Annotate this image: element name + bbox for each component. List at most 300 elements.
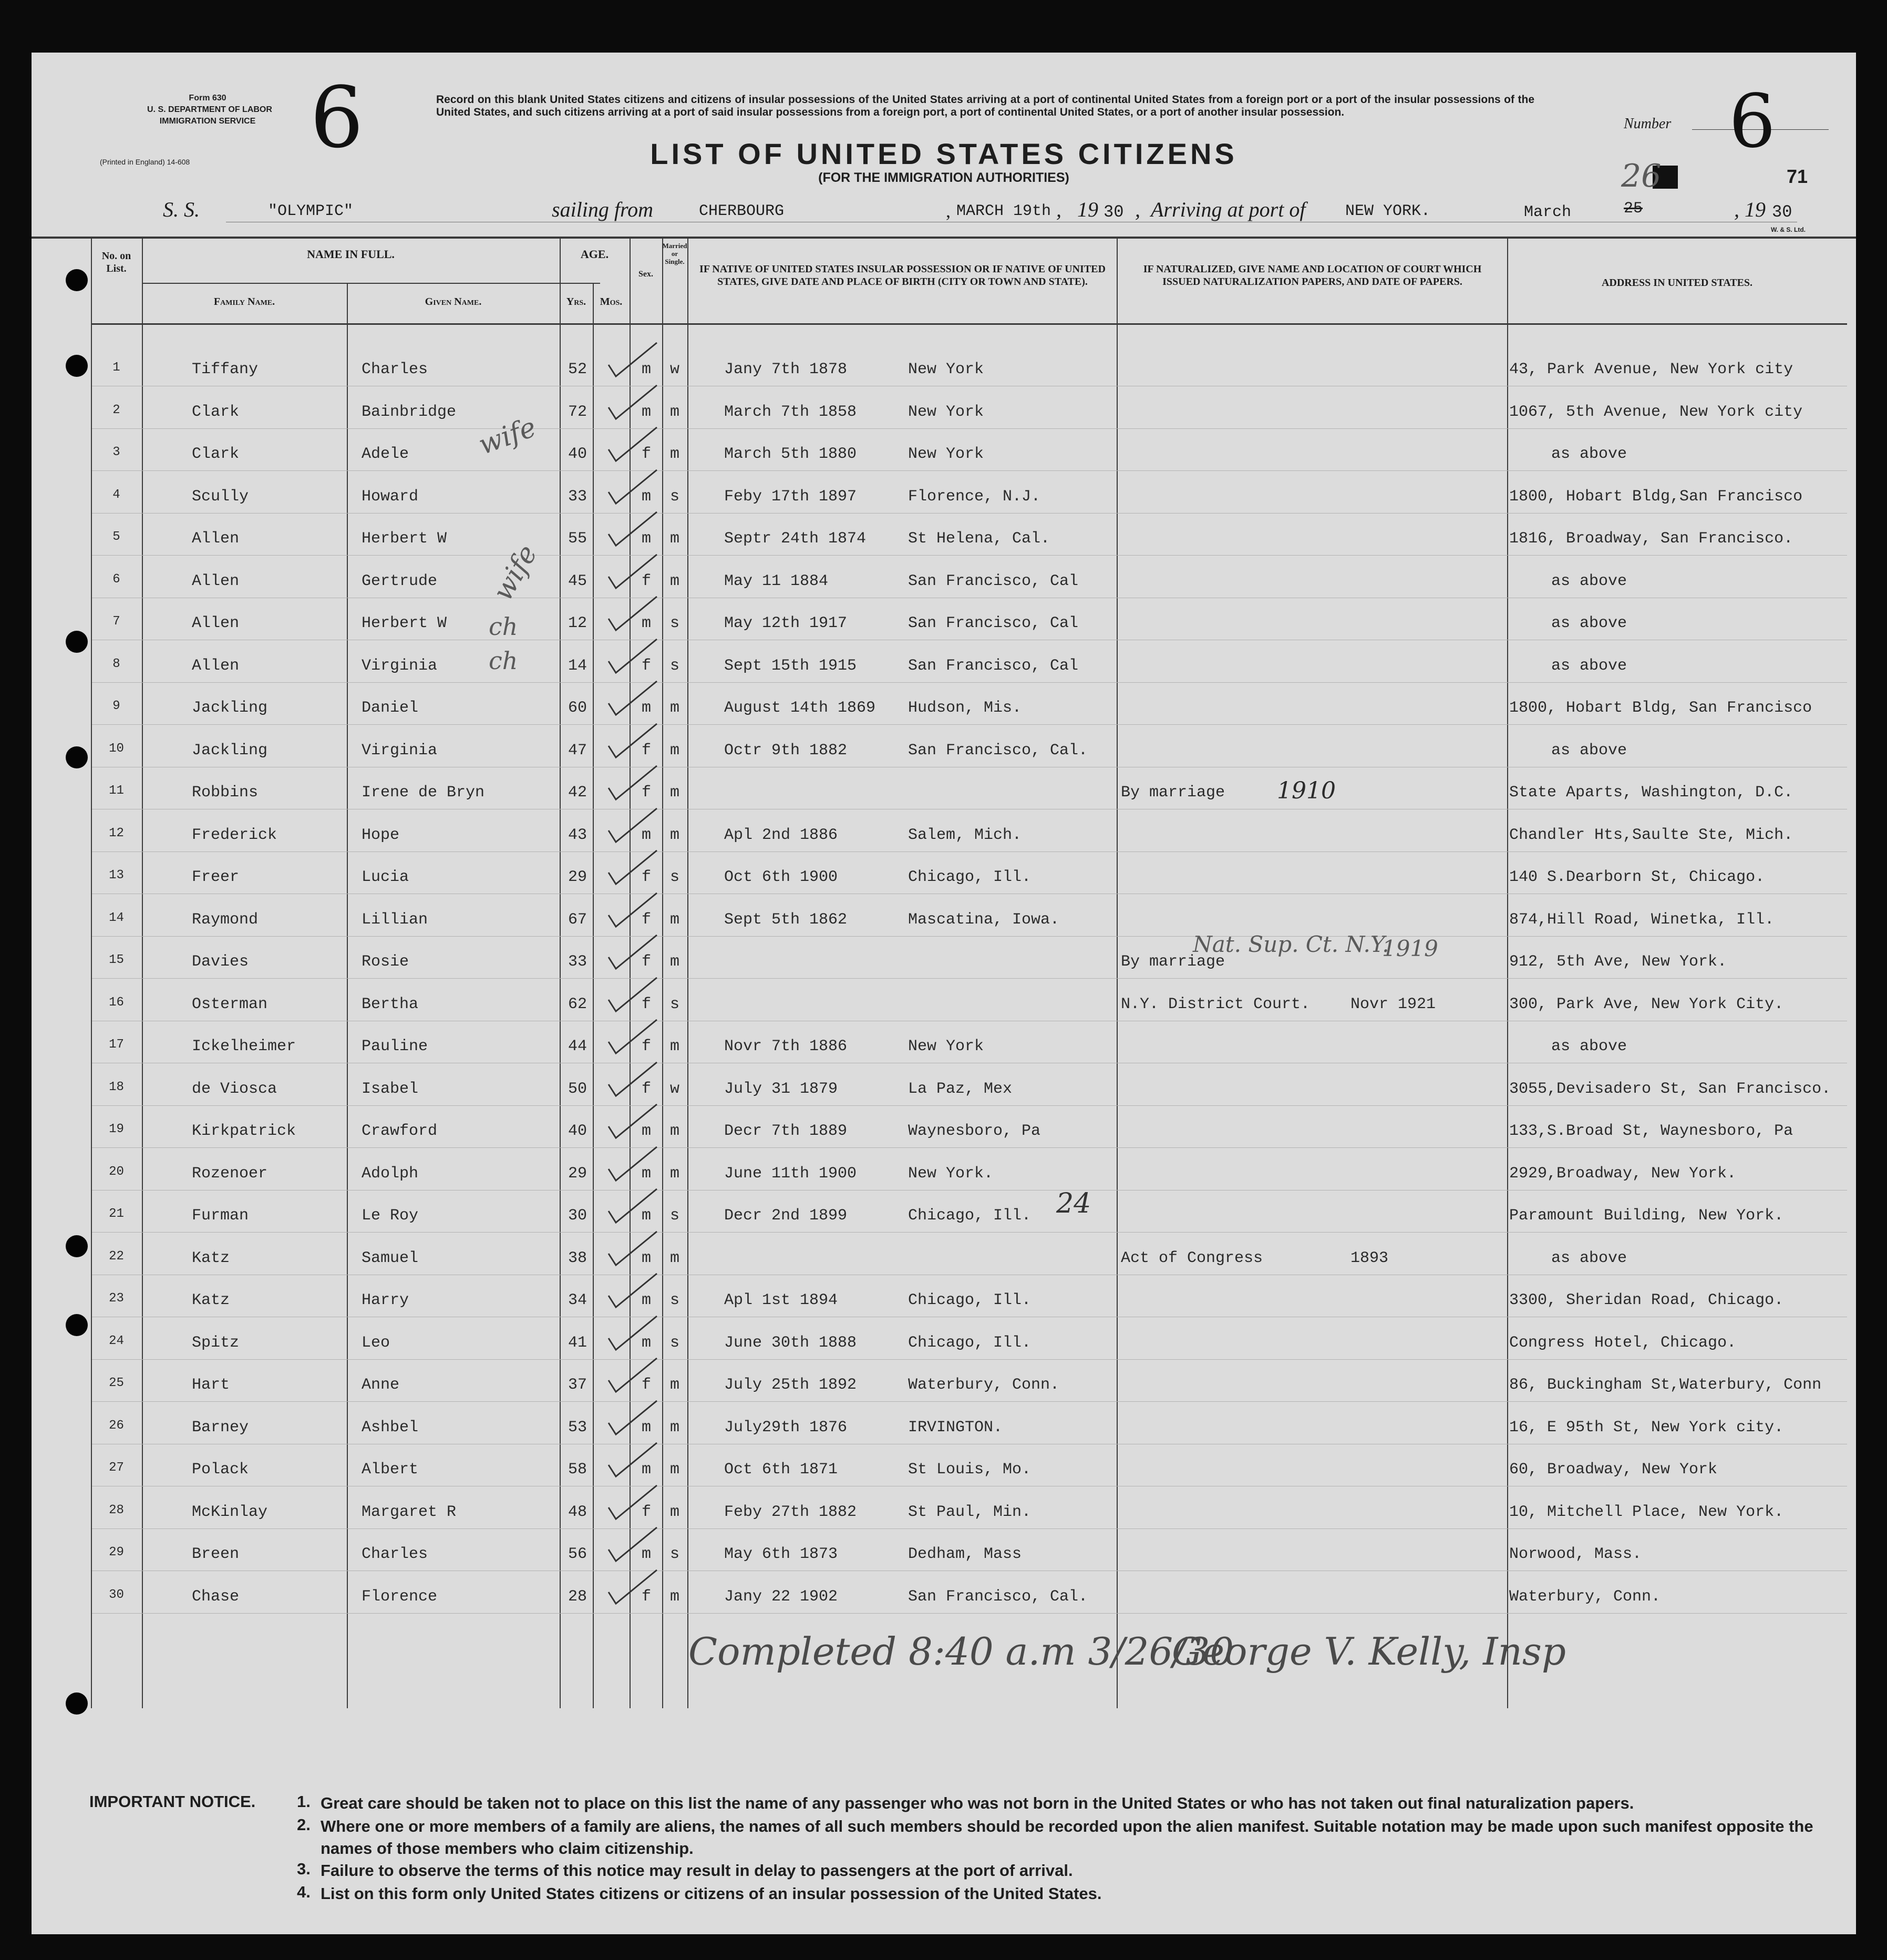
sex: f xyxy=(641,910,651,929)
us-address: 912, 5th Ave, New York. xyxy=(1509,953,1727,971)
check-mark-icon xyxy=(604,467,662,509)
header-yrs: Yrs. xyxy=(566,296,586,307)
us-address: as above xyxy=(1551,741,1627,760)
punch-hole xyxy=(66,746,88,768)
sex: m xyxy=(641,1545,651,1563)
manifest-sheet xyxy=(32,53,1856,1934)
header-family: Family Name. xyxy=(213,296,275,307)
birth-date: July 31 1879 xyxy=(724,1080,838,1098)
marital-status: s xyxy=(669,614,679,632)
sex: f xyxy=(641,445,651,463)
row-number: 17 xyxy=(109,1038,124,1052)
instructions-text: Record on this blank United States citizens and citizens of insular possessions of the United States arriving at a port of continental United States from a foreign port or a port of the insular possessions of the United States, and such citizens arriving at a port of said insular possessions from a foreign port, a port of continental United States, or a port of another insular possession. xyxy=(436,94,1534,118)
sex: f xyxy=(641,784,651,802)
check-mark-icon xyxy=(604,1186,662,1228)
row-number: 27 xyxy=(109,1461,124,1475)
marital-status: s xyxy=(669,1545,679,1563)
col-rule-age xyxy=(560,237,561,1708)
row-rule xyxy=(92,555,1847,556)
row-rule xyxy=(92,978,1847,979)
printer-mark: W. & S. Ltd. xyxy=(1771,226,1806,233)
check-mark-icon xyxy=(604,847,662,889)
birth-place: La Paz, Mex xyxy=(908,1080,1013,1098)
birth-place: Chicago, Ill. xyxy=(908,868,1032,886)
birth-place: San Francisco, Cal xyxy=(908,572,1079,590)
naturalization-date: 1893 xyxy=(1350,1249,1389,1267)
sex: m xyxy=(641,1291,651,1309)
marital-status: s xyxy=(669,1207,679,1225)
row-rule xyxy=(92,428,1847,429)
birth-date: June 11th 1900 xyxy=(724,1164,857,1183)
family-name: Allen xyxy=(192,572,240,590)
notice-item-number: 2. xyxy=(297,1815,311,1834)
notice-item-text: Great care should be taken not to place on this list the name of any passenger who was not born in the United States or who has not taken out final naturalization papers. xyxy=(321,1794,1634,1812)
naturalization-court: N.Y. District Court. xyxy=(1121,995,1311,1013)
row-number: 9 xyxy=(112,699,120,713)
sex: f xyxy=(641,953,651,971)
arrival-day-handwritten: 26 xyxy=(1621,158,1662,194)
row-number: 6 xyxy=(112,572,120,587)
row-rule xyxy=(92,724,1847,725)
given-name: Bainbridge xyxy=(362,403,457,421)
sex: m xyxy=(641,361,651,378)
row-number: 26 xyxy=(109,1418,124,1433)
us-address: as above xyxy=(1551,572,1627,590)
check-mark-icon xyxy=(604,424,662,466)
marital-status: s xyxy=(669,868,679,886)
marital-status: m xyxy=(669,1587,679,1606)
col-rule-address xyxy=(1507,237,1508,1708)
service-name: IMMIGRATION SERVICE xyxy=(159,117,256,126)
age-years: 33 xyxy=(568,487,587,506)
age-years: 37 xyxy=(568,1376,587,1394)
arrival-day-struck: 25 xyxy=(1624,200,1643,218)
check-mark-icon xyxy=(604,932,662,974)
notice-item-number: 3. xyxy=(297,1860,311,1878)
us-address: 43, Park Avenue, New York city xyxy=(1509,361,1793,378)
check-mark-icon xyxy=(604,636,662,678)
family-name: Ickelheimer xyxy=(192,1038,296,1055)
given-name: Pauline xyxy=(362,1038,428,1055)
birth-place: Hudson, Mis. xyxy=(908,699,1022,717)
marital-status: m xyxy=(669,530,679,548)
age-years: 29 xyxy=(568,868,587,886)
us-address: as above xyxy=(1551,1249,1627,1267)
row-number: 21 xyxy=(109,1207,124,1221)
handwritten-date-note: 1919 xyxy=(1382,936,1438,961)
naturalization-court: Act of Congress xyxy=(1121,1249,1263,1267)
given-name: Adolph xyxy=(362,1164,419,1183)
family-name: Hart xyxy=(192,1376,230,1394)
col-rule-native xyxy=(687,237,688,1708)
marital-status: m xyxy=(669,572,679,590)
birth-date: Feby 17th 1897 xyxy=(724,487,857,506)
header-subrule-1 xyxy=(142,283,600,284)
family-name: Tiffany xyxy=(192,361,259,378)
row-rule xyxy=(92,1401,1847,1402)
department-name: U. S. DEPARTMENT OF LABOR xyxy=(147,105,272,114)
birth-place: Mascatina, Iowa. xyxy=(908,910,1060,929)
marital-status: m xyxy=(669,1503,679,1521)
row-rule xyxy=(92,1613,1847,1614)
age-years: 62 xyxy=(568,995,587,1013)
birth-place: Chicago, Ill. xyxy=(908,1207,1032,1225)
notice-item-number: 4. xyxy=(297,1883,311,1901)
col-rule-family xyxy=(142,237,143,1708)
birth-date: Apl 2nd 1886 xyxy=(724,826,838,844)
given-name: Virginia xyxy=(362,741,438,760)
header-married-single: Married or Single. xyxy=(662,242,687,265)
age-years: 40 xyxy=(568,445,587,463)
us-address: 1800, Hobart Bldg, San Francisco xyxy=(1509,699,1812,717)
given-name: Lillian xyxy=(362,910,428,929)
us-address: 133,S.Broad St, Waynesboro, Pa xyxy=(1509,1122,1793,1140)
header-age: AGE. xyxy=(580,248,609,261)
row-rule xyxy=(92,1190,1847,1191)
family-name: Barney xyxy=(192,1418,249,1436)
family-name: Frederick xyxy=(192,826,277,844)
birth-date: March 7th 1858 xyxy=(724,403,857,421)
us-address: State Aparts, Washington, D.C. xyxy=(1509,784,1793,802)
family-name: Jackling xyxy=(192,699,268,717)
us-address: Congress Hotel, Chicago. xyxy=(1509,1333,1737,1352)
check-mark-icon xyxy=(604,1482,662,1524)
given-name: Crawford xyxy=(362,1122,438,1140)
notice-label: IMPORTANT NOTICE. xyxy=(89,1792,256,1811)
birth-date: Sept 5th 1862 xyxy=(724,910,848,929)
sex: m xyxy=(641,1122,651,1140)
birth-date: July29th 1876 xyxy=(724,1418,848,1436)
row-number: 10 xyxy=(109,741,124,756)
marital-status: w xyxy=(669,361,679,378)
row-number: 12 xyxy=(109,826,124,840)
check-mark-icon xyxy=(604,593,662,635)
handwritten-court-note: Nat. Sup. Ct. N.Y. xyxy=(1193,931,1389,957)
us-address: 3300, Sheridan Road, Chicago. xyxy=(1509,1291,1784,1309)
birth-date: August 14th 1869 xyxy=(724,699,876,717)
family-name: Allen xyxy=(192,530,240,548)
birth-place: Waynesboro, Pa xyxy=(908,1122,1041,1140)
table-top-rule xyxy=(32,237,1856,239)
birth-place: Chicago, Ill. xyxy=(908,1333,1032,1352)
row-number: 15 xyxy=(109,953,124,967)
check-mark-icon xyxy=(604,1440,662,1482)
birth-date: Feby 27th 1882 xyxy=(724,1503,857,1521)
sex: f xyxy=(641,1503,651,1521)
col-rule-mos xyxy=(593,283,594,1708)
us-address: 1800, Hobart Bldg,San Francisco xyxy=(1509,487,1803,506)
ss-label: S. S. xyxy=(163,198,200,221)
check-mark-icon xyxy=(604,1017,662,1059)
header-mos: Mos. xyxy=(600,296,623,307)
depart-year-prefix: 19 xyxy=(1077,198,1098,221)
given-name: Charles xyxy=(362,1545,428,1563)
family-name: Raymond xyxy=(192,910,259,929)
handwritten-list-number: 6 xyxy=(310,68,364,167)
page-code: 71 xyxy=(1787,166,1808,187)
check-mark-icon xyxy=(604,1101,662,1143)
sex: f xyxy=(641,1587,651,1606)
birth-date: Decr 2nd 1899 xyxy=(724,1207,848,1225)
age-years: 41 xyxy=(568,1333,587,1352)
check-mark-icon xyxy=(604,1228,662,1270)
family-name: McKinlay xyxy=(192,1503,268,1521)
us-address: 86, Buckingham St,Waterbury, Conn xyxy=(1509,1376,1822,1394)
marital-status: s xyxy=(669,1291,679,1309)
birth-place: San Francisco, Cal xyxy=(908,614,1079,632)
row-number: 30 xyxy=(109,1587,124,1602)
age-years: 48 xyxy=(568,1503,587,1521)
given-name: Harry xyxy=(362,1291,409,1309)
marital-status: m xyxy=(669,741,679,760)
family-name: Spitz xyxy=(192,1333,240,1352)
handwritten-wife-note: wife xyxy=(475,411,541,461)
family-name: Osterman xyxy=(192,995,268,1013)
family-name: Davies xyxy=(192,953,249,971)
row-rule xyxy=(92,936,1847,937)
birth-place: Florence, N.J. xyxy=(908,487,1041,506)
marital-status: m xyxy=(669,1038,679,1055)
family-name: Kirkpatrick xyxy=(192,1122,296,1140)
number-value: 6 xyxy=(1729,79,1776,165)
birth-date: Novr 7th 1886 xyxy=(724,1038,848,1055)
given-name: Margaret R xyxy=(362,1503,457,1521)
age-years: 56 xyxy=(568,1545,587,1563)
given-name: Le Roy xyxy=(362,1207,419,1225)
check-mark-icon xyxy=(604,509,662,551)
given-name: Isabel xyxy=(362,1080,419,1098)
birth-date: Jany 22 1902 xyxy=(724,1587,838,1606)
header-native: IF NATIVE OF UNITED STATES INSULAR POSSESSION OR IF NATIVE OF UNITED STATES, GIVE DATE AND PLACE OF BIRTH (CITY OR TOWN AND STATE). xyxy=(699,263,1106,288)
us-address: as above xyxy=(1551,656,1627,675)
us-address: Norwood, Mass. xyxy=(1509,1545,1642,1563)
age-years: 43 xyxy=(568,826,587,844)
sex: m xyxy=(641,614,651,632)
row-number: 22 xyxy=(109,1249,124,1264)
sex: f xyxy=(641,741,651,760)
marital-status: m xyxy=(669,784,679,802)
birth-place: Salem, Mich. xyxy=(908,826,1022,844)
marital-status: m xyxy=(669,953,679,971)
row-rule xyxy=(92,851,1847,852)
row-number: 19 xyxy=(109,1122,124,1136)
age-years: 12 xyxy=(568,614,587,632)
depart-date: MARCH 19th xyxy=(956,202,1051,220)
us-address: 16, E 95th St, New York city. xyxy=(1509,1418,1784,1436)
sex: m xyxy=(641,826,651,844)
age-years: 47 xyxy=(568,741,587,760)
age-years: 14 xyxy=(568,656,587,675)
birth-date: May 6th 1873 xyxy=(724,1545,838,1563)
birth-date: July 25th 1892 xyxy=(724,1376,857,1394)
sex: f xyxy=(641,1038,651,1055)
us-address: 300, Park Ave, New York City. xyxy=(1509,995,1784,1013)
col-rule-naturalized xyxy=(1117,237,1118,1708)
birth-date: Oct 6th 1900 xyxy=(724,868,838,886)
header-name-in-full: NAME IN FULL. xyxy=(307,248,395,261)
given-name: Ashbel xyxy=(362,1418,419,1436)
family-name: Chase xyxy=(192,1587,240,1606)
age-years: 33 xyxy=(568,953,587,971)
sex: m xyxy=(641,1249,651,1267)
punch-hole xyxy=(66,631,88,653)
us-address: Waterbury, Conn. xyxy=(1509,1587,1661,1606)
birth-place: New York xyxy=(908,403,984,421)
check-mark-icon xyxy=(604,974,662,1017)
sex: m xyxy=(641,1207,651,1225)
marital-status: m xyxy=(669,1376,679,1394)
page-title: LIST OF UNITED STATES CITIZENS xyxy=(650,137,1238,170)
comma-2: , xyxy=(1056,198,1061,221)
age-years: 52 xyxy=(568,361,587,378)
sex: f xyxy=(641,995,651,1013)
family-name: Clark xyxy=(192,403,240,421)
sex: m xyxy=(641,699,651,717)
age-years: 38 xyxy=(568,1249,587,1267)
row-number: 11 xyxy=(109,784,124,798)
header-address: ADDRESS IN UNITED STATES. xyxy=(1601,277,1753,289)
header-no: No. on List. xyxy=(101,250,131,274)
us-address: Paramount Building, New York. xyxy=(1509,1207,1784,1225)
row-number: 16 xyxy=(109,995,124,1010)
row-rule xyxy=(92,682,1847,683)
family-name: Clark xyxy=(192,445,240,463)
port-from: CHERBOURG xyxy=(699,202,785,220)
marital-status: m xyxy=(669,403,679,421)
punch-hole xyxy=(66,1235,88,1257)
completion-note: Completed 8:40 a.m 3/26/30 xyxy=(688,1629,1234,1674)
marital-status: s xyxy=(669,656,679,675)
age-years: 58 xyxy=(568,1461,587,1479)
family-name: Furman xyxy=(192,1207,249,1225)
row-number: 3 xyxy=(112,445,120,459)
age-years: 55 xyxy=(568,530,587,548)
us-address: as above xyxy=(1551,1038,1627,1055)
given-name: Hope xyxy=(362,826,400,844)
sailing-label: sailing from xyxy=(552,198,653,221)
us-address: 874,Hill Road, Winetka, Ill. xyxy=(1509,910,1775,929)
birth-place: New York xyxy=(908,361,984,378)
family-name: de Viosca xyxy=(192,1080,277,1098)
family-name: Allen xyxy=(192,614,240,632)
marital-status: s xyxy=(669,1333,679,1352)
page-subtitle: (FOR THE IMMIGRATION AUTHORITIES) xyxy=(818,170,1069,185)
handwritten-child-note: ch xyxy=(489,612,518,641)
row-number: 13 xyxy=(109,868,124,882)
given-name: Florence xyxy=(362,1587,438,1606)
given-name: Rosie xyxy=(362,953,409,971)
age-years: 42 xyxy=(568,784,587,802)
given-name: Charles xyxy=(362,361,428,378)
check-mark-icon xyxy=(604,721,662,763)
sex: m xyxy=(641,1333,651,1352)
marital-status: m xyxy=(669,826,679,844)
birth-place: San Francisco, Cal. xyxy=(908,1587,1088,1606)
birth-place: Dedham, Mass xyxy=(908,1545,1022,1563)
row-number: 1 xyxy=(112,361,120,375)
birth-date: May 11 1884 xyxy=(724,572,829,590)
sex: m xyxy=(641,1164,651,1183)
family-name: Allen xyxy=(192,656,240,675)
given-name: Daniel xyxy=(362,699,419,717)
row-number: 8 xyxy=(112,656,120,671)
col-rule-given xyxy=(347,283,348,1708)
age-years: 67 xyxy=(568,910,587,929)
birth-place: San Francisco, Cal. xyxy=(908,741,1088,760)
birth-place: New York xyxy=(908,1038,984,1055)
punch-hole xyxy=(66,355,88,377)
check-mark-icon xyxy=(604,1144,662,1186)
birth-place: Waterbury, Conn. xyxy=(908,1376,1060,1394)
birth-date: Apl 1st 1894 xyxy=(724,1291,838,1309)
handwritten-wife-note: wife xyxy=(487,539,544,607)
birth-place: New York. xyxy=(908,1164,994,1183)
check-mark-icon xyxy=(604,678,662,720)
sex: f xyxy=(641,1080,651,1098)
check-mark-icon xyxy=(604,1270,662,1312)
arriving-label: Arriving at port of xyxy=(1151,198,1306,221)
birth-date: Oct 6th 1871 xyxy=(724,1461,838,1479)
family-name: Rozenoer xyxy=(192,1164,268,1183)
marital-status: m xyxy=(669,1122,679,1140)
marital-status: m xyxy=(669,1164,679,1183)
comma-3: , xyxy=(1135,198,1140,221)
row-number: 25 xyxy=(109,1376,124,1390)
age-years: 30 xyxy=(568,1207,587,1225)
birth-date: Octr 9th 1882 xyxy=(724,741,848,760)
row-rule xyxy=(92,470,1847,471)
row-number: 4 xyxy=(112,487,120,502)
arrival-year-prefix: 19 xyxy=(1745,198,1766,221)
marital-status: m xyxy=(669,910,679,929)
us-address: 140 S.Dearborn St, Chicago. xyxy=(1509,868,1765,886)
row-rule xyxy=(92,1147,1847,1148)
punch-hole xyxy=(66,1692,88,1715)
row-rule xyxy=(92,1232,1847,1233)
depart-year: 30 xyxy=(1104,202,1124,222)
check-mark-icon xyxy=(604,551,662,593)
marital-status: m xyxy=(669,699,679,717)
check-mark-icon xyxy=(604,1059,662,1101)
given-name: Anne xyxy=(362,1376,400,1394)
row-rule xyxy=(92,1359,1847,1360)
marital-status: m xyxy=(669,1461,679,1479)
us-address: 2929,Broadway, New York. xyxy=(1509,1164,1737,1183)
age-years: 29 xyxy=(568,1164,587,1183)
check-mark-icon xyxy=(604,340,662,382)
marital-status: m xyxy=(669,445,679,463)
arrival-month: March xyxy=(1524,203,1572,221)
family-name: Jackling xyxy=(192,741,268,760)
row-number: 20 xyxy=(109,1164,124,1179)
port-to: NEW YORK. xyxy=(1345,202,1431,220)
given-name: Herbert W xyxy=(362,614,447,632)
row-number: 2 xyxy=(112,403,120,417)
notice-item-text: Failure to observe the terms of this notice may result in delay to passengers at the port of arrival. xyxy=(321,1861,1073,1880)
birth-place: San Francisco, Cal xyxy=(908,656,1079,675)
check-mark-icon xyxy=(604,1567,662,1609)
inspector-signature: George V. Kelly, Insp xyxy=(1172,1629,1566,1674)
birth-place: St Paul, Min. xyxy=(908,1503,1032,1521)
punch-hole xyxy=(66,269,88,291)
header-bottom-rule xyxy=(92,323,1847,325)
check-mark-icon xyxy=(604,805,662,847)
given-name: Irene de Bryn xyxy=(362,784,485,802)
header-sex: Sex. xyxy=(638,270,653,279)
check-mark-icon xyxy=(604,763,662,805)
sex: m xyxy=(641,1461,651,1479)
birth-date: Sept 15th 1915 xyxy=(724,656,857,675)
